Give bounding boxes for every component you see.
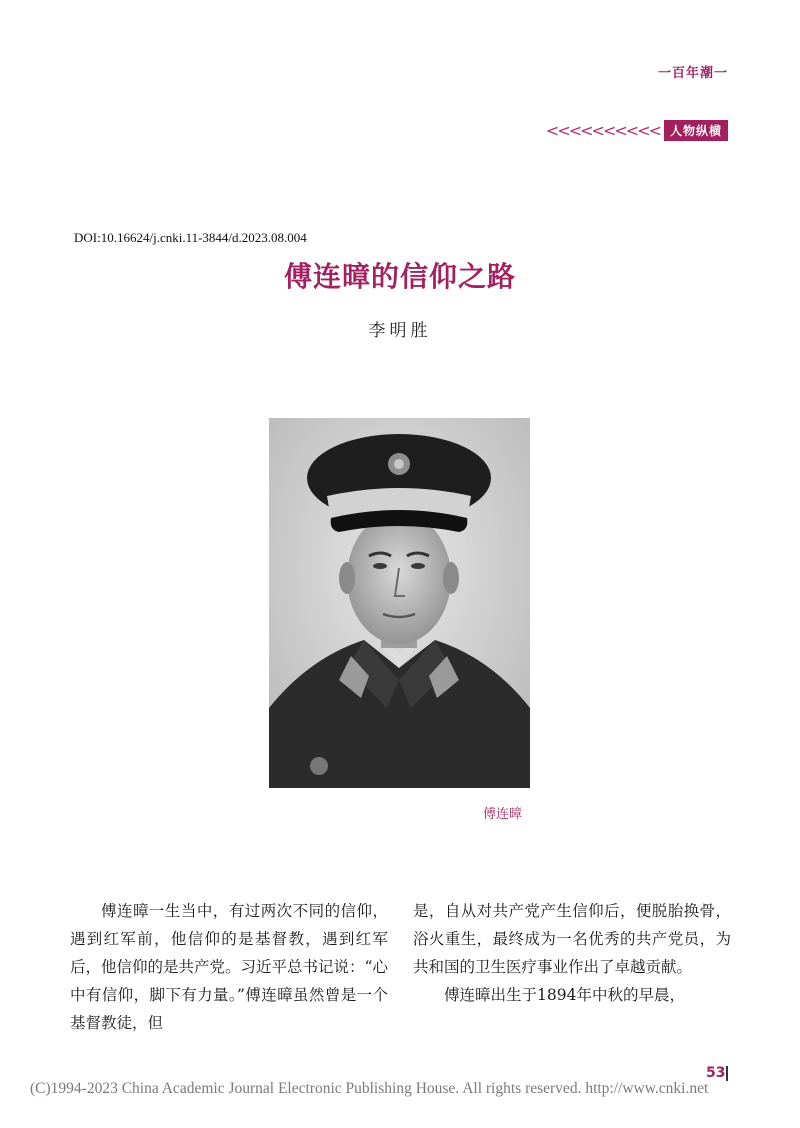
column-header — [546, 120, 728, 141]
paragraph: 傅连暲出生于1894年中秋的早晨， — [444, 986, 685, 1004]
doi-line: DOI:10.16624/j.cnki.11-3844/d.2023.08.004 — [74, 230, 307, 245]
paragraph: 傅连暲一生当中，有过两次不同的信仰，遇到红军前，他信仰的是基督教，遇到红军后，他信仰的是共产党。习近平总书记说：“心中有信仰，脚下有力量。”傅连暲虽然曾是一个基督教徒，但 — [70, 902, 388, 1032]
portrait-illustration — [269, 418, 530, 788]
article-title: 傅连暲的信仰之路 — [283, 260, 516, 293]
photo-caption: 傅连暲 — [483, 807, 523, 822]
journal-name: 一百年潮一 — [657, 66, 728, 81]
article-column-left — [70, 897, 388, 1037]
portrait-photo — [269, 418, 530, 788]
chevron-left-decoration-icon: <<<<<<<<<< — [545, 121, 660, 140]
article-author: 李明胜 — [368, 321, 432, 341]
paragraph: 是，自从对共产党产生信仰后，便脱胎换骨，浴火重生，最终成为一名优秀的共产党员，为共和国的卫生医疗事业作出了卓越贡献。 — [413, 902, 731, 976]
column-tag: 人物纵横 — [664, 120, 728, 141]
article-column-right — [413, 897, 731, 1009]
page-number: 53 — [706, 1065, 726, 1081]
page-number-divider — [726, 1066, 728, 1081]
copyright-notice: (C)1994-2023 China Academic Journal Electronic Publishing House. All rights reserved. http://www.cnki.net — [30, 1080, 709, 1097]
